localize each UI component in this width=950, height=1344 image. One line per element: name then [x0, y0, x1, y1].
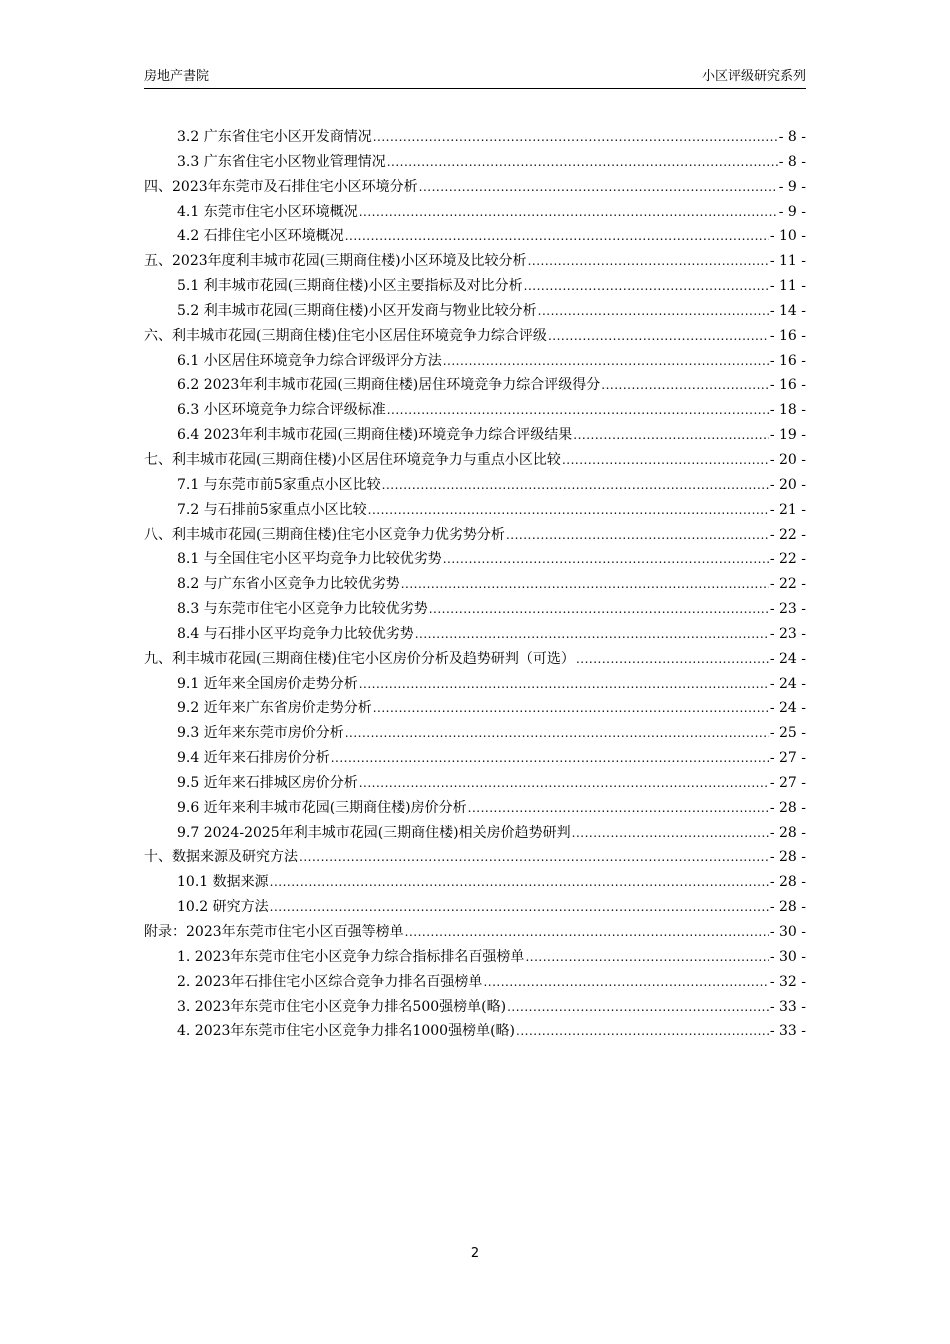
toc-leader-dots: [387, 398, 769, 422]
toc-entry-title: 7.2 与石排前5家重点小区比较: [177, 501, 367, 518]
toc-entry-title: 3.2 广东省住宅小区开发商情况: [177, 129, 372, 145]
toc-entry-page: - 28 -: [769, 899, 806, 916]
toc-leader-dots: [572, 821, 769, 845]
toc-entry-page: - 9 -: [778, 203, 806, 220]
toc-leader-dots: [387, 150, 778, 174]
toc-leader-dots: [506, 523, 769, 547]
toc-entry[interactable]: [144, 373, 806, 398]
toc-entry-title: 九、利丰城市花园(三期商住楼)住宅小区房价分析及趋势研判（可选）: [144, 650, 575, 667]
toc-leader-dots: [468, 796, 769, 820]
toc-entry[interactable]: [144, 448, 806, 473]
toc-entry-page: - 20 -: [769, 476, 806, 493]
toc-entry[interactable]: [144, 547, 806, 572]
toc-entry[interactable]: [144, 150, 806, 175]
toc-entry[interactable]: [144, 796, 806, 821]
toc-entry-page: - 24 -: [769, 675, 806, 692]
toc-entry-page: - 16 -: [769, 327, 806, 344]
toc-entry[interactable]: [144, 572, 806, 597]
toc-entry-title: 3. 2023年东莞市住宅小区竞争力排名500强榜单(略): [177, 998, 507, 1015]
toc-entry-title: 8.4 与石排小区平均竞争力比较优劣势: [177, 625, 414, 642]
toc-entry-title: 6.3 小区环境竞争力综合评级标准: [177, 402, 386, 419]
toc-entry[interactable]: [144, 672, 806, 697]
toc-entry[interactable]: [144, 1019, 806, 1044]
toc-leader-dots: [483, 970, 768, 994]
toc-entry[interactable]: [144, 274, 806, 299]
toc-leader-dots: [331, 746, 769, 770]
toc-entry[interactable]: [144, 597, 806, 622]
header-series-title: 小区评级研究系列: [701, 69, 806, 84]
toc-entry-page: - 28 -: [769, 874, 806, 891]
toc-entry-title: 四、2023年东莞市及石排住宅小区环境分析: [144, 178, 418, 195]
toc-entry[interactable]: [144, 895, 806, 920]
toc-entry-page: - 22 -: [769, 551, 806, 568]
table-of-contents: [144, 125, 806, 1044]
toc-entry[interactable]: [144, 995, 806, 1020]
toc-entry[interactable]: [144, 125, 806, 150]
page-header: [144, 68, 806, 89]
toc-entry-title: 9.3 近年来东莞市房价分析: [177, 725, 344, 742]
toc-leader-dots: [299, 845, 769, 869]
toc-entry-page: - 18 -: [769, 402, 806, 419]
toc-entry-title: 3.3 广东省住宅小区物业管理情况: [177, 153, 386, 170]
toc-leader-dots: [270, 870, 769, 894]
toc-entry-title: 4.1 东莞市住宅小区环境概况: [177, 203, 358, 220]
toc-leader-dots: [270, 895, 769, 919]
toc-entry-page: - 28 -: [769, 849, 806, 866]
header-divider: [144, 88, 806, 89]
toc-leader-dots: [419, 175, 778, 199]
toc-entry[interactable]: [144, 945, 806, 970]
toc-entry-title: 9.6 近年来利丰城市花园(三期商住楼)房价分析: [177, 799, 467, 816]
toc-leader-dots: [415, 622, 769, 646]
toc-leader-dots: [528, 249, 769, 273]
toc-entry-title: 八、利丰城市花园(三期商住楼)住宅小区竞争力优劣势分析: [144, 526, 505, 543]
toc-entry-page: - 14 -: [769, 302, 806, 319]
toc-entry[interactable]: [144, 970, 806, 995]
toc-leader-dots: [373, 125, 778, 149]
toc-entry[interactable]: [144, 299, 806, 324]
toc-leader-dots: [359, 672, 769, 696]
toc-entry-page: - 30 -: [769, 924, 806, 940]
toc-entry-page: - 30 -: [769, 948, 806, 965]
toc-entry-page: - 24 -: [769, 650, 806, 667]
toc-leader-dots: [359, 771, 769, 795]
toc-entry-page: - 9 -: [778, 178, 806, 195]
toc-leader-dots: [524, 274, 769, 298]
toc-leader-dots: [368, 498, 769, 522]
toc-entry-title: 8.3 与东莞市住宅小区竞争力比较优劣势: [177, 601, 428, 618]
toc-entry-title: 十、数据来源及研究方法: [144, 849, 298, 866]
toc-leader-dots: [345, 721, 769, 745]
toc-entry-page: - 22 -: [769, 526, 806, 543]
toc-entry-title: 五、2023年度利丰城市花园(三期商住楼)小区环境及比较分析: [144, 253, 527, 270]
toc-entry-page: - 8 -: [778, 129, 806, 145]
toc-entry[interactable]: [144, 473, 806, 498]
toc-leader-dots: [443, 349, 769, 373]
toc-entry[interactable]: [144, 870, 806, 895]
toc-entry-title: 6.2 2023年利丰城市花园(三期商住楼)居住环境竞争力综合评级得分: [177, 377, 601, 394]
toc-leader-dots: [401, 572, 769, 596]
toc-entry-page: - 33 -: [769, 998, 806, 1015]
toc-entry-page: - 25 -: [769, 725, 806, 742]
header-publisher: 房地产書院: [144, 69, 210, 84]
toc-entry-title: 七、利丰城市花园(三期商住楼)小区居住环境竞争力与重点小区比较: [144, 451, 561, 468]
toc-leader-dots: [548, 324, 769, 348]
toc-entry-title: 5.2 利丰城市花园(三期商住楼)小区开发商与物业比较分析: [177, 302, 537, 319]
toc-entry-page: - 28 -: [769, 799, 806, 816]
toc-entry-title: 4. 2023年东莞市住宅小区竞争力排名1000强榜单(略): [177, 1023, 515, 1040]
toc-entry-title: 1. 2023年东莞市住宅小区竞争力综合指标排名百强榜单: [177, 948, 525, 965]
toc-entry-page: - 33 -: [769, 1023, 806, 1040]
toc-entry-title: 5.1 利丰城市花园(三期商住楼)小区主要指标及对比分析: [177, 278, 523, 295]
toc-entry-page: - 8 -: [778, 153, 806, 170]
toc-entry-page: - 11 -: [769, 278, 806, 295]
toc-entry-page: - 23 -: [769, 625, 806, 642]
toc-leader-dots: [576, 647, 769, 671]
toc-entry-page: - 19 -: [769, 427, 806, 444]
toc-entry[interactable]: [144, 398, 806, 423]
toc-entry-title: 6.1 小区居住环境竞争力综合评级评分方法: [177, 352, 442, 369]
toc-entry[interactable]: [144, 920, 806, 945]
toc-entry-page: - 24 -: [769, 700, 806, 717]
toc-entry[interactable]: [144, 721, 806, 746]
toc-leader-dots: [382, 473, 769, 497]
toc-entry-page: - 16 -: [769, 352, 806, 369]
toc-entry-page: - 16 -: [769, 377, 806, 394]
toc-entry-page: - 22 -: [769, 576, 806, 593]
toc-leader-dots: [516, 1019, 769, 1043]
toc-entry-title: 6.4 2023年利丰城市花园(三期商住楼)环境竞争力综合评级结果: [177, 427, 573, 444]
toc-entry[interactable]: [144, 349, 806, 374]
toc-entry[interactable]: [144, 771, 806, 796]
toc-entry[interactable]: [144, 622, 806, 647]
toc-entry[interactable]: [144, 696, 806, 721]
toc-entry[interactable]: [144, 647, 806, 672]
page-number: 2: [470, 1246, 480, 1261]
toc-entry[interactable]: [144, 845, 806, 870]
toc-entry-title: 4.2 石排住宅小区环境概况: [177, 228, 344, 245]
toc-entry-page: - 21 -: [769, 501, 806, 518]
toc-entry-title: 8.2 与广东省小区竞争力比较优劣势: [177, 576, 400, 593]
toc-entry-title: 9.4 近年来石排房价分析: [177, 750, 330, 767]
toc-entry[interactable]: [144, 200, 806, 225]
toc-leader-dots: [507, 995, 769, 1019]
toc-entry-page: - 32 -: [769, 973, 806, 990]
toc-entry[interactable]: [144, 249, 806, 274]
toc-entry-title: 10.2 研究方法: [177, 899, 269, 916]
toc-entry-title: 9.2 近年来广东省房价走势分析: [177, 700, 372, 717]
toc-entry[interactable]: [144, 175, 806, 200]
toc-leader-dots: [601, 373, 769, 397]
toc-leader-dots: [538, 299, 769, 323]
toc-leader-dots: [562, 448, 769, 472]
toc-entry[interactable]: [144, 423, 806, 448]
toc-entry-title: 9.7 2024-2025年利丰城市花园(三期商住楼)相关房价趋势研判: [177, 824, 571, 841]
toc-entry-title: 9.5 近年来石排城区房价分析: [177, 774, 358, 791]
toc-entry[interactable]: [144, 224, 806, 249]
toc-entry-page: - 27 -: [769, 750, 806, 767]
toc-entry[interactable]: [144, 523, 806, 548]
toc-entry[interactable]: [144, 746, 806, 771]
toc-entry-page: - 23 -: [769, 601, 806, 618]
toc-entry-title: 2. 2023年石排住宅小区综合竞争力排名百强榜单: [177, 973, 483, 990]
toc-entry[interactable]: [144, 498, 806, 523]
toc-entry-title: 10.1 数据来源: [177, 874, 269, 891]
toc-leader-dots: [525, 945, 768, 969]
toc-entry[interactable]: [144, 821, 806, 846]
toc-entry-page: - 20 -: [769, 451, 806, 468]
toc-entry-page: - 27 -: [769, 774, 806, 791]
toc-entry-title: 8.1 与全国住宅小区平均竞争力比较优劣势: [177, 551, 442, 568]
toc-leader-dots: [573, 423, 769, 447]
toc-leader-dots: [429, 597, 769, 621]
toc-entry[interactable]: [144, 324, 806, 349]
toc-leader-dots: [373, 696, 769, 720]
toc-entry-page: - 11 -: [769, 253, 806, 270]
toc-entry-page: - 28 -: [769, 824, 806, 841]
toc-leader-dots: [359, 200, 778, 224]
toc-entry-title: 9.1 近年来全国房价走势分析: [177, 675, 358, 692]
toc-entry-title: 7.1 与东莞市前5家重点小区比较: [177, 476, 381, 493]
toc-leader-dots: [443, 547, 769, 571]
toc-entry-title: 六、利丰城市花园(三期商住楼)住宅小区居住环境竞争力综合评级: [144, 327, 547, 344]
toc-entry-page: - 10 -: [769, 228, 806, 245]
toc-leader-dots: [345, 224, 769, 248]
toc-leader-dots: [405, 920, 769, 944]
toc-entry-title: 附录：2023年东莞市住宅小区百强等榜单: [144, 924, 404, 940]
